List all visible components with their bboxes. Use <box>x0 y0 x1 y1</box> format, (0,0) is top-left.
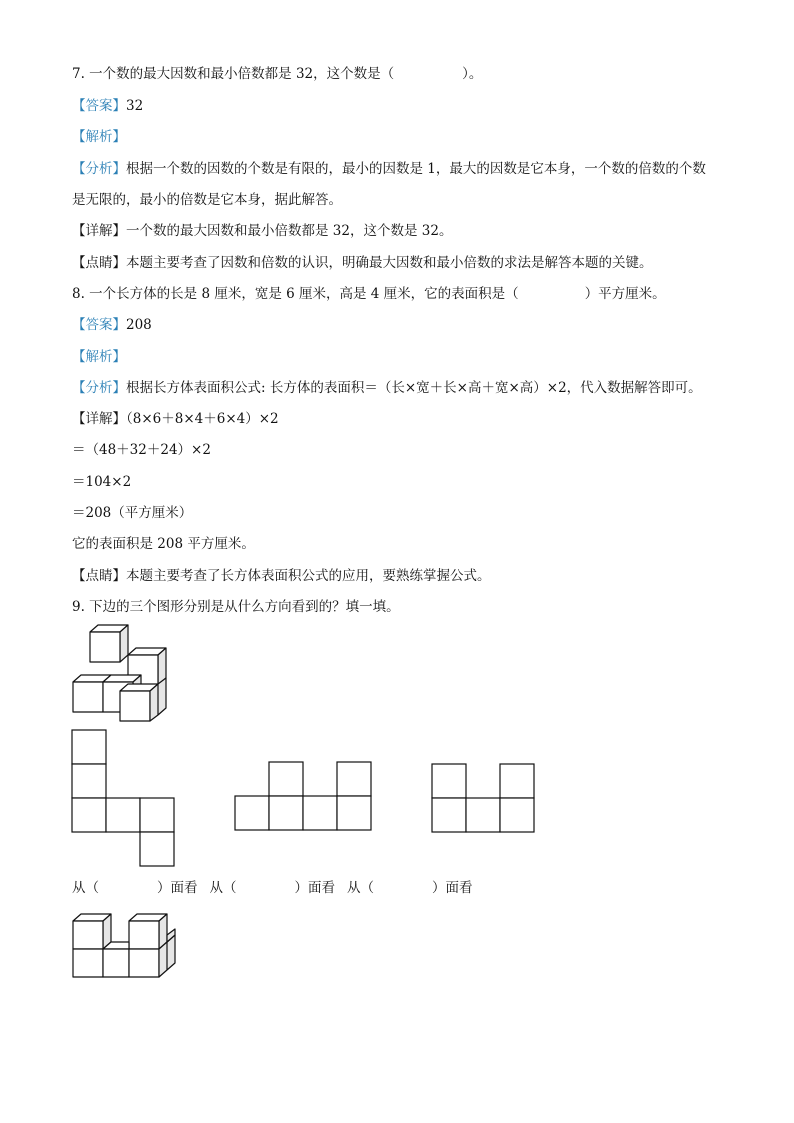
q8-analysis-tag: 【解析】 <box>72 349 126 365</box>
q8-xiangjie-step1 <box>72 410 279 428</box>
fenxi-tag: 【分析】 <box>72 380 126 396</box>
q9-fill-row <box>72 879 473 897</box>
xiangjie-tag: 【详解】 <box>72 223 126 239</box>
q9-fill-1-pre: 从（ <box>72 880 99 896</box>
q8-question-text: 8. 一个长方体的长是 8 厘米，宽是 6 厘米，高是 4 厘米，它的表面积是（ <box>72 286 519 302</box>
q7-fenxi-line2: 是无限的，最小的倍数是它本身，据此解答。 <box>72 192 342 208</box>
q8-question-end: ）平方厘米。 <box>584 286 666 302</box>
q7-fenxi-line1 <box>72 160 706 178</box>
view-grid-1 <box>71 729 181 869</box>
view-grid-3 <box>431 763 541 838</box>
q7-dianjing-text: 本题主要考查了因数和倍数的认识，明确最大因数和最小倍数的求法是解答本题的关键。 <box>126 255 653 271</box>
q8-dianjing <box>72 567 491 585</box>
q9-question: 9. 下边的三个图形分别是从什么方向看到的？填一填。 <box>72 599 400 615</box>
q9-fill-2-post: ）面看 <box>294 880 335 896</box>
q9-fill-2-pre: 从（ <box>209 880 237 896</box>
q7-analysis-tag: 【解析】 <box>72 129 126 145</box>
answer-tag: 【答案】 <box>72 317 126 333</box>
q8-answer: 208 <box>126 317 152 333</box>
dianjing-tag: 【点睛】 <box>72 568 126 584</box>
q7-fenxi-text: 根据一个数的因数的个数是有限的，最小的因数是 1，最大的因数是它本身，一个数的倍数的个数 <box>126 161 706 177</box>
q7-dianjing <box>72 254 653 272</box>
q7-question-end: ）。 <box>462 66 483 82</box>
q7-xiangjie <box>72 222 452 240</box>
answer-tag: 【答案】 <box>72 98 126 114</box>
q7-xiangjie-text: 一个数的最大因数和最小倍数都是 32，这个数是 32。 <box>126 223 453 239</box>
view-grid-2 <box>234 761 374 836</box>
q7-question <box>72 65 482 83</box>
q8-step3: ＝104×2 <box>72 474 132 490</box>
q7-answer: 32 <box>126 98 144 114</box>
q8-fenxi-text: 根据长方体表面积公式: 长方体的表面积＝（长×宽＋长×高＋宽×高）×2，代入数据解答即可。 <box>126 380 702 396</box>
q7-answer-line <box>72 97 143 115</box>
cube-row-figure <box>70 909 190 984</box>
q9-fill-3-pre: 从（ <box>347 880 374 896</box>
q8-question <box>72 285 666 303</box>
q8-step4: ＝208（平方厘米） <box>72 505 193 521</box>
cube-stack-figure <box>70 624 190 724</box>
q9-fill-3-post: ）面看 <box>432 880 473 896</box>
q8-step2: ＝（48＋32＋24）×2 <box>72 442 211 458</box>
q8-dianjing-text: 本题主要考查了长方体表面积公式的应用，要熟练掌握公式。 <box>126 568 491 584</box>
q8-fenxi <box>72 379 702 397</box>
fenxi-tag: 【分析】 <box>72 161 126 177</box>
q9-fill-1-post: ）面看 <box>157 880 198 896</box>
xiangjie-tag: 【详解】 <box>72 411 126 427</box>
q7-question-text: 7. 一个数的最大因数和最小倍数都是 32，这个数是（ <box>72 66 395 82</box>
q8-answer-line <box>72 316 152 334</box>
q8-step1: （8×6＋8×4＋6×4）×2 <box>126 411 279 427</box>
dianjing-tag: 【点睛】 <box>72 255 126 271</box>
q8-conclusion: 它的表面积是 208 平方厘米。 <box>72 536 255 552</box>
